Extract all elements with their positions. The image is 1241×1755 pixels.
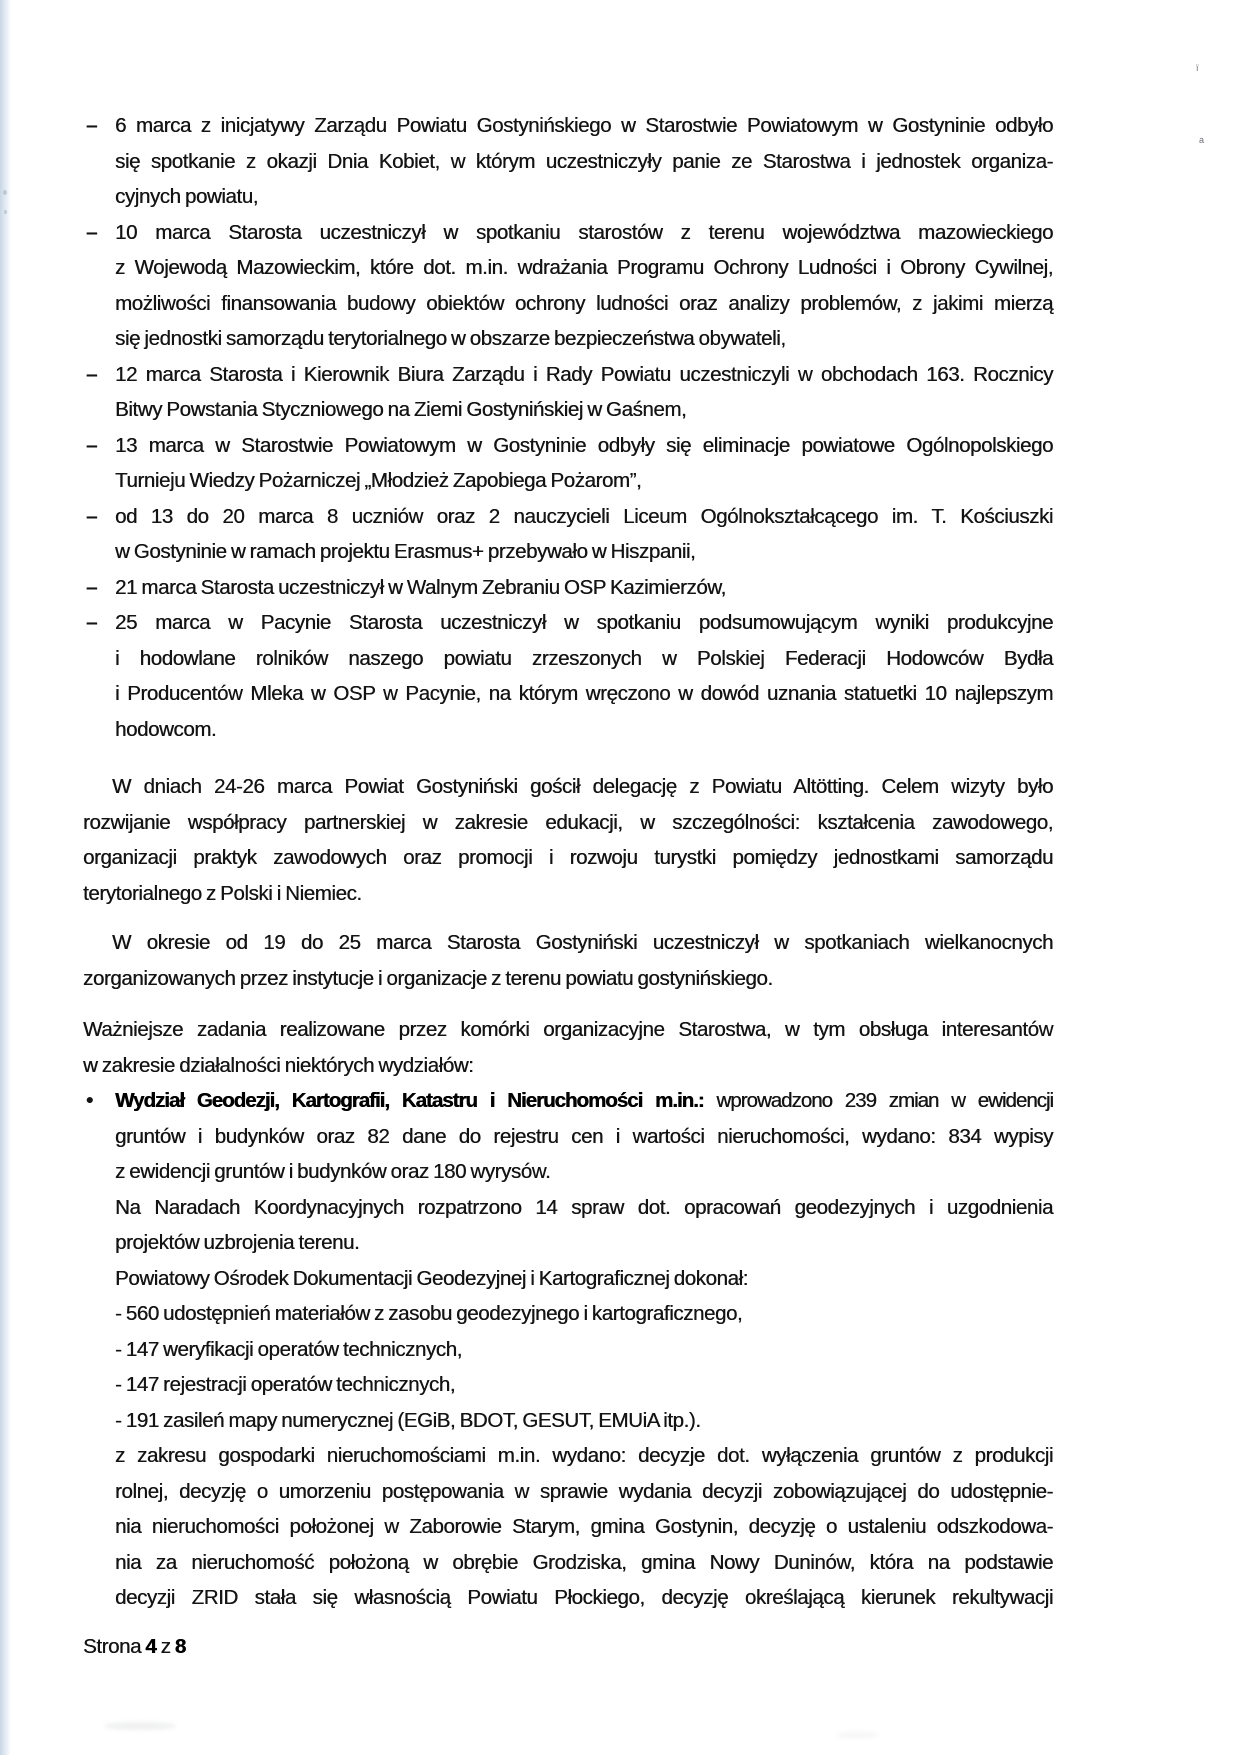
text-line: Ważniejsze zadania realizowane przez komórki organizacyjne Starostwa, w tym obsługa interesantów (83, 1018, 1053, 1041)
text-line: projektów uzbrojenia terenu. (115, 1231, 360, 1254)
text-line: nia nieruchomości położonej w Zaborowie Starym, gmina Gostynin, decyzję o ustaleniu odszkodowa- (115, 1515, 1053, 1538)
text-line: z ewidencji gruntów i budynków oraz 180 wyrysów. (115, 1160, 551, 1183)
text-line: zorganizowanych przez instytucje i organizacje z terenu powiatu gostynińskiego. (83, 966, 773, 990)
text-line: Powiatowy Ośrodek Dokumentacji Geodezyjnej i Kartograficznej dokonał: (115, 1266, 748, 1290)
scan-artifact (3, 190, 7, 195)
text-line: Bitwy Powstania Styczniowego na Ziemi Gostynińskiej w Gaśnem, (115, 398, 687, 421)
paragraph-tasks-intro (83, 1012, 1053, 1083)
text-line: 12 marca Starosta i Kierownik Biura Zarządu i Rady Powiatu uczestniczyli w obchodach 163. Rocznicy (115, 362, 1053, 386)
text-line: się spotkanie z okazji Dnia Kobiet, w którym uczestniczyły panie ze Starostwa i jednostek organiza- (115, 149, 1053, 173)
page-content (83, 108, 1053, 1664)
scan-smudge (104, 1722, 176, 1730)
event-item-erasmus (83, 499, 1053, 570)
department-item-geodesy (83, 1083, 1053, 1616)
text-line: 6 marca z inicjatywy Zarządu Powiatu Gostynińskiego w Starostwie Powiatowym w Gostyninie odbyło (115, 114, 1053, 137)
footer-page-number: 4 (145, 1634, 157, 1658)
dash-marker-icon: – (86, 504, 98, 528)
event-item-12-marca (83, 357, 1053, 428)
text-line: w Gostyninie w ramach projektu Erasmus+ przebywało w Hiszpanii, (115, 540, 696, 563)
text-line: W okresie od 19 do 25 marca Starosta Gostyniński uczestniczył w spotkaniach wielkanocnych (112, 931, 1053, 954)
scan-edge-shadow (0, 0, 11, 1755)
scan-artifact (4, 210, 7, 214)
text-line: z Wojewodą Mazowieckim, które dot. m.in. wdrażania Programu Ochrony Ludności i Obrony Cywilnej, (115, 256, 1053, 279)
text-line: gruntów i budynków oraz 82 dane do rejestru cen i wartości nieruchomości, wydano: 834 wypisy (115, 1124, 1053, 1148)
text-line: - 147 rejestracji operatów technicznych, (115, 1373, 456, 1396)
text-line: terytorialnego z Polski i Niemiec. (83, 881, 362, 905)
event-item-21-marca (83, 570, 1053, 606)
page-footer (83, 1629, 1053, 1665)
footer-total-pages: 8 (174, 1634, 186, 1658)
event-item-10-marca (83, 215, 1053, 357)
text-line: 10 marca Starosta uczestniczył w spotkaniu starostów z terenu województwa mazowieckiego (115, 220, 1053, 244)
text-line: cyjnych powiatu, (115, 185, 259, 208)
dash-marker-icon: – (86, 362, 98, 386)
scan-artifact: a (1199, 135, 1205, 145)
text-line (115, 1083, 1053, 1119)
text-line: i Producentów Mleka w OSP w Pacynie, na którym wręczono w dowód uznania statuetki 10 najlepszym (115, 682, 1053, 705)
text-line: nia za nieruchomość położoną w obrębie Grodziska, gmina Nowy Duninów, która na podstawie (115, 1550, 1053, 1574)
text-line: z zakresu gospodarki nieruchomościami m.in. wydano: decyzje dot. wyłączenia gruntów z produkcji (115, 1444, 1053, 1467)
dash-marker-icon: – (86, 433, 98, 457)
text-line: rolnej, decyzję o umorzeniu postępowania w sprawie wydania decyzji zobowiązującej do udostępnie- (115, 1479, 1053, 1503)
dash-marker-icon: – (86, 575, 98, 599)
text-line: organizacji praktyk zawodowych oraz promocji i rozwoju turystki pomiędzy jednostkami samorządu (83, 846, 1053, 869)
text-line: 21 marca Starosta uczestniczył w Walnym Zebraniu OSP Kazimierzów, (115, 575, 726, 599)
text-line: 13 marca w Starostwie Powiatowym w Gostyninie odbyły się eliminacje powiatowe Ogólnopolskiego (115, 433, 1053, 457)
text-line: i hodowlane rolników naszego powiatu zrzeszonych w Polskiej Federacji Hodowców Bydła (115, 646, 1053, 670)
text-line: - 147 weryfikacji operatów technicznych, (115, 1337, 462, 1361)
text-line: W dniach 24-26 marca Powiat Gostyniński gościł delegację z Powiatu Altötting. Celem wizyty było (112, 775, 1053, 798)
text-line: się jednostki samorządu terytorialnego w obszarze bezpieczeństwa obywateli, (115, 327, 786, 350)
scan-artifact: ï (1196, 63, 1199, 73)
footer-of-label: z (156, 1634, 175, 1658)
text-line: od 13 do 20 marca 8 uczniów oraz 2 nauczycieli Liceum Ogólnokształcącego im. T. Kościuszki (115, 504, 1053, 528)
text-line: Turnieju Wiedzy Pożarniczej „Młodzież Zapobiega Pożarom”, (115, 469, 642, 492)
paragraph-delegation (83, 769, 1053, 911)
text-line: możliwości finansowania budowy obiektów ochrony ludności oraz analizy problemów, z jakimi mierzą (115, 291, 1053, 315)
text-line: Na Naradach Koordynacyjnych rozpatrzono 14 spraw dot. opracowań geodezyjnych i uzgodnienia (115, 1195, 1053, 1219)
event-item-13-marca (83, 428, 1053, 499)
dash-marker-icon: – (86, 220, 98, 244)
department-title: Wydział Geodezji, Kartografii, Katastru i Nieruchomości m.in.: (115, 1089, 704, 1112)
event-item-6-marca (83, 108, 1053, 215)
bullet-icon: • (86, 1089, 93, 1112)
dash-marker-icon: – (86, 611, 98, 634)
scan-smudge (836, 1732, 878, 1738)
footer-label: Strona (83, 1634, 146, 1658)
event-item-25-marca (83, 605, 1053, 747)
department-title-rest: wprowadzono 239 zmian w ewidencji (703, 1089, 1053, 1112)
text-line: - 560 udostępnień materiałów z zasobu geodezyjnego i kartograficznego, (115, 1302, 743, 1325)
text-line: rozwijanie współpracy partnerskiej w zakresie edukacji, w szczególności: kształcenia zawodowego, (83, 810, 1053, 834)
text-line: decyzji ZRID stała się własnością Powiatu Płockiego, decyzję określającą kierunek rekultywacji (115, 1586, 1053, 1609)
text-line: hodowcom. (115, 717, 217, 741)
paragraph-easter-meetings (83, 925, 1053, 996)
text-line: w zakresie działalności niektórych wydziałów: (83, 1053, 474, 1077)
text-line: 25 marca w Pacynie Starosta uczestniczył w spotkaniu podsumowującym wyniki produkcyjne (115, 611, 1053, 634)
dash-marker-icon: – (86, 114, 98, 137)
text-line: - 191 zasileń mapy numerycznej (EGiB, BDOT, GESUT, EMUiA itp.). (115, 1408, 701, 1432)
